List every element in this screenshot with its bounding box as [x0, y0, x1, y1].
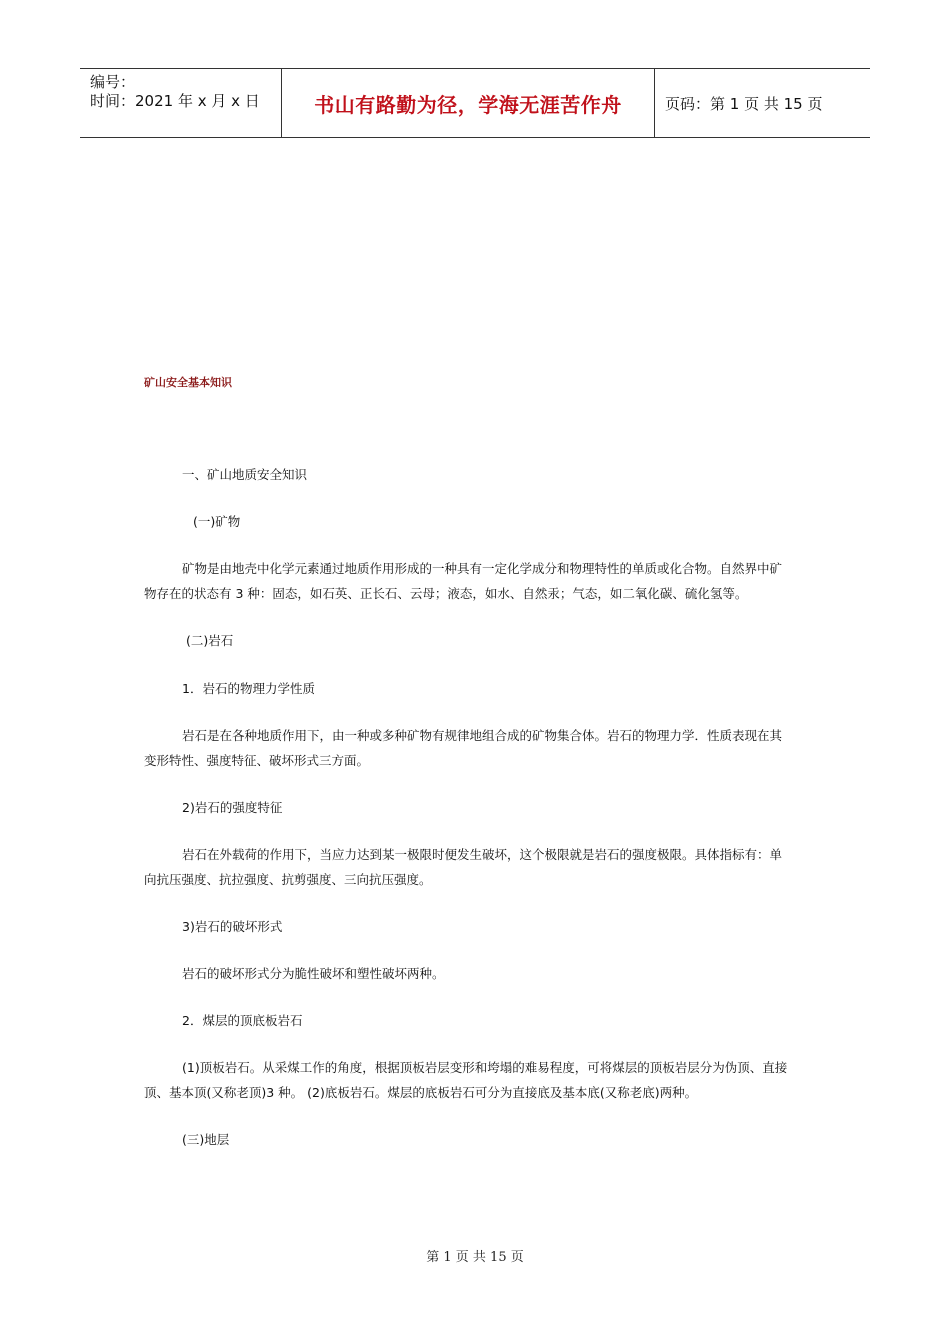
item-heading: 1．岩石的物理力学性质 [182, 681, 315, 696]
paragraph-line: 岩石的破坏形式分为脆性破坏和塑性破坏两种。 [182, 966, 445, 981]
document-date-label: 时间：2021 年 x 月 x 日 [90, 92, 260, 110]
header-page-cell [655, 69, 870, 137]
subsection-heading: (二)岩石 [186, 633, 234, 648]
item-heading: 2．煤层的顶底板岩石 [182, 1013, 303, 1028]
document-title: 矿山安全基本知识 [144, 376, 232, 389]
paragraph-line: 岩石是在各种地质作用下，由一种或多种矿物有规律地组合成的矿物集合体。岩石的物理力学．性质表现在其 [182, 728, 783, 743]
subsection-heading: (三)地层 [182, 1132, 230, 1147]
page-footer: 第 1 页 共 15 页 [426, 1250, 524, 1265]
subsection-heading: (一)矿物 [193, 514, 241, 529]
header-motto: 书山有路勤为径，学海无涯苦作舟 [314, 92, 622, 117]
header-motto-cell [282, 69, 655, 137]
paragraph-line: (1)顶板岩石。从采煤工作的角度，根据顶板岩层变形和垮塌的难易程度，可将煤层的顶板岩层分为伪顶、直接 [182, 1060, 788, 1075]
paragraph-line: 顶、基本顶(又称老顶)3 种。 (2)底板岩石。煤层的底板岩石可分为直接底及基本底(又称老底)两种。 [144, 1085, 698, 1100]
item-heading: 3)岩石的破坏形式 [182, 919, 283, 934]
page-header [80, 68, 870, 138]
header-meta-cell [80, 69, 282, 137]
paragraph-line: 物存在的状态有 3 种：固态，如石英、正长石、云母；液态，如水、自然汞；气态，如二氧化碳、硫化氢等。 [144, 586, 748, 601]
header-page-info: 页码：第 1 页 共 15 页 [665, 94, 823, 113]
document-number-label: 编号： [90, 73, 136, 91]
section-heading: 一、矿山地质安全知识 [182, 467, 308, 482]
paragraph-line: 岩石在外载荷的作用下，当应力达到某一极限时便发生破坏，这个极限就是岩石的强度极限。具体指标有：单 [182, 847, 783, 862]
paragraph-line: 矿物是由地壳中化学元素通过地质作用形成的一种具有一定化学成分和物理特性的单质或化合物。自然界中矿 [182, 561, 783, 576]
paragraph-line: 向抗压强度、抗拉强度、抗剪强度、三向抗压强度。 [144, 872, 432, 887]
item-heading: 2)岩石的强度特征 [182, 800, 283, 815]
paragraph-line: 变形特性、强度特征、破坏形式三方面。 [144, 753, 370, 768]
